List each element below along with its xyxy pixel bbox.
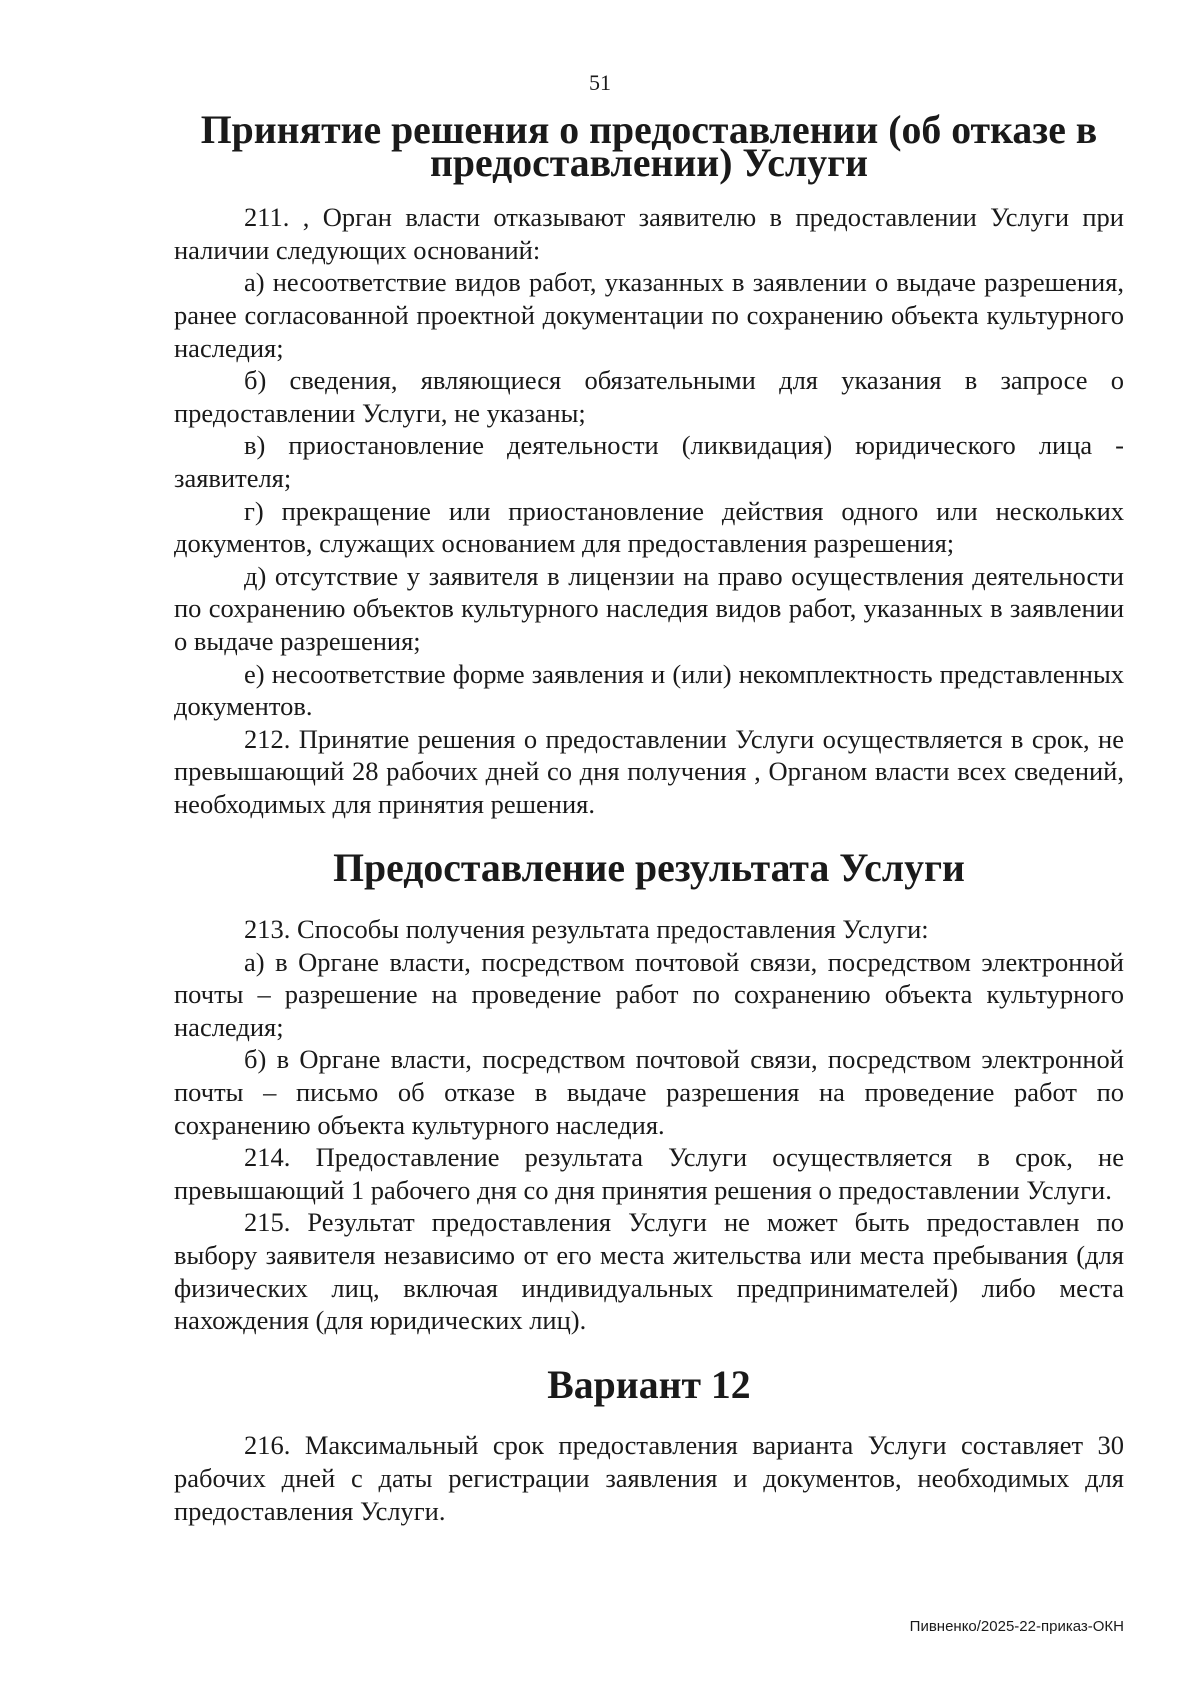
paragraph-213-b: б) в Органе власти, посредством почтовой связи, посредством электронной почты – письмо об отказе в выдаче разрешения на проведение работ по сохранению объекта культурного наследия. — [174, 1044, 1124, 1140]
paragraph-211: 211. , Орган власти отказывают заявителю в предоставлении Услуги при наличии следующих оснований: — [174, 202, 1124, 265]
document-body — [174, 108, 1124, 1527]
footer-doc-code: Пивненко/2025-22-приказ-ОКН — [909, 1618, 1124, 1635]
paragraph-215: 215. Результат предоставления Услуги не может быть предоставлен по выбору заявителя независимо от его места жительства или места пребывания (для физических лиц, включая индивидуальных предпринимателей) либо места нахождения (для юридических лиц). — [174, 1207, 1124, 1336]
section-decision-body — [174, 201, 1124, 820]
section-heading-result: Предоставление результата Услуги — [333, 846, 965, 891]
paragraph-211-g: г) прекращение или приостановление действия одного или нескольких документов, служащих основанием для предоставления разрешения; — [174, 495, 1124, 559]
paragraph-212: 212. Принятие решения о предоставлении Услуги осуществляется в срок, не превышающий 28 рабочих дней со дня получения , Органом власти всех сведений, необходимых для принятия решения. — [174, 723, 1124, 819]
paragraph-211-v: в) приостановление деятельности (ликвидация) юридического лица - заявителя; — [174, 430, 1124, 493]
paragraph-211-e: е) несоответствие форме заявления и (или) некомплектность представленных документов. — [174, 658, 1124, 722]
section-heading-variant-12: Вариант 12 — [547, 1362, 751, 1407]
paragraph-216: 216. Максимальный срок предоставления варианта Услуги составляет 30 рабочих дней с даты регистрации заявления и документов, необходимых для предоставления Услуги. — [174, 1430, 1124, 1526]
section-heading-decision: Принятие решения о предоставлении (об отказе в предоставлении) Услуги — [200, 108, 1098, 185]
paragraph-211-d: д) отсутствие у заявителя в лицензии на право осуществления деятельности по сохранению объектов культурного наследия видов работ, указанных в заявлении о выдаче разрешения; — [174, 560, 1124, 656]
section-variant-12-body — [174, 1429, 1124, 1527]
paragraph-213-a: а) в Органе власти, посредством почтовой связи, посредством электронной почты – разрешение на проведение работ по сохранению объекта культурного наследия; — [174, 946, 1124, 1042]
paragraph-211-b: б) сведения, являющиеся обязательными для указания в запросе о предоставлении Услуги, не указаны; — [174, 365, 1124, 428]
paragraph-213: 213. Способы получения результата предоставления Услуги: — [244, 914, 929, 945]
section-result-body — [174, 913, 1124, 1337]
paragraph-214: 214. Предоставление результата Услуги осуществляется в срок, не превышающий 1 рабочего дня со дня принятия решения о предоставлении Услуги. — [174, 1142, 1124, 1205]
page-number: 51 — [589, 70, 611, 95]
paragraph-211-a: а) несоответствие видов работ, указанных в заявлении о выдаче разрешения, ранее согласованной проектной документации по сохранению объекта культурного наследия; — [174, 267, 1124, 363]
